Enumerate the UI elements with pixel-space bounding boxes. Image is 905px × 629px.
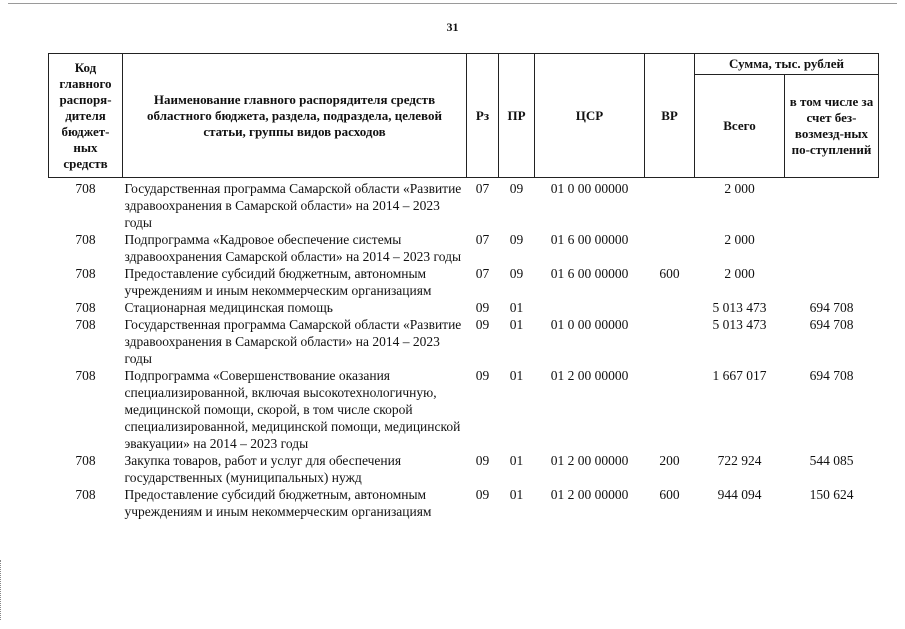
- cell-rz: 07: [475, 232, 490, 247]
- cell-pr: 09: [509, 181, 524, 196]
- top-rule: [8, 3, 897, 4]
- cell-name: Подпрограмма «Совершенствование оказания специализированной, включая высокотехнологичную, медицинской помощи, скорой, в том числе скорой специализированной, медицинской помощи, медицинской эвакуации» на 2014 – 2023 годы: [124, 368, 461, 451]
- cell-rz: 09: [475, 453, 490, 468]
- header-vr: ВР: [645, 54, 695, 178]
- cell-rz: 09: [475, 317, 490, 332]
- cell-code: 708: [75, 181, 96, 196]
- header-pr: ПР: [499, 54, 535, 178]
- cell-vr: 600: [659, 266, 680, 281]
- cell-name: Предоставление субсидий бюджетным, автономным учреждениям и иным некоммерческим организациям: [124, 487, 432, 519]
- cell-pr: 01: [509, 368, 524, 383]
- margin-mark: [0, 560, 9, 620]
- table-row: [49, 452, 879, 486]
- cell-code: 708: [75, 232, 96, 247]
- cell-incl: 694 708: [809, 317, 854, 332]
- cell-csr: 01 2 00 00000: [550, 487, 629, 502]
- cell-code: 708: [75, 266, 96, 281]
- cell-code: 708: [75, 487, 96, 502]
- table-body: [49, 178, 879, 521]
- cell-csr: 01 6 00 00000: [550, 266, 629, 281]
- cell-name: Подпрограмма «Кадровое обеспечение системы здравоохранения Самарской области» на 2014 – 2023 годы: [124, 232, 462, 264]
- cell-pr: 01: [509, 487, 524, 502]
- cell-incl: [785, 265, 879, 299]
- table-row: [49, 316, 879, 367]
- cell-total: 5 013 473: [712, 300, 767, 315]
- cell-total: 5 013 473: [712, 317, 767, 332]
- cell-name: Государственная программа Самарской области «Развитие здравоохранения в Самарской области» на 2014 – 2023 годы: [124, 317, 462, 366]
- table-row: [49, 299, 879, 316]
- table-row: [49, 367, 879, 452]
- page-number: 31: [446, 20, 459, 34]
- cell-total: 1 667 017: [712, 368, 767, 383]
- header-name: Наименование главного распорядителя средств областного бюджета, раздела, подраздела, целевой статьи, группы видов расходов: [123, 54, 467, 178]
- cell-code: 708: [75, 368, 96, 383]
- cell-incl: [785, 178, 879, 232]
- cell-name: Закупка товаров, работ и услуг для обеспечения государственных (муниципальных) нужд: [124, 453, 402, 485]
- header-code: Код главного распоря-дителя бюджет-ных средств: [49, 54, 123, 178]
- cell-pr: 09: [509, 266, 524, 281]
- cell-code: 708: [75, 317, 96, 332]
- cell-vr: 600: [659, 487, 680, 502]
- cell-rz: 07: [475, 181, 490, 196]
- cell-rz: 07: [475, 266, 490, 281]
- budget-table: [48, 53, 879, 520]
- cell-pr: 01: [509, 317, 524, 332]
- cell-pr: 01: [509, 300, 524, 315]
- cell-csr: 01 2 00 00000: [550, 368, 629, 383]
- table-row: [49, 486, 879, 520]
- table-row: [49, 265, 879, 299]
- cell-vr: [645, 299, 695, 316]
- cell-pr: 09: [509, 232, 524, 247]
- cell-code: 708: [75, 300, 96, 315]
- header-incl: в том числе за счет без-возмезд-ных по-ступлений: [785, 75, 879, 178]
- cell-rz: 09: [475, 487, 490, 502]
- cell-csr: [535, 299, 645, 316]
- cell-total: 944 094: [717, 487, 762, 502]
- cell-rz: 09: [475, 368, 490, 383]
- cell-vr: [645, 316, 695, 367]
- cell-name: Предоставление субсидий бюджетным, автономным учреждениям и иным некоммерческим организациям: [124, 266, 432, 298]
- cell-total: 2 000: [724, 181, 755, 196]
- cell-csr: 01 2 00 00000: [550, 453, 629, 468]
- table-row: [49, 231, 879, 265]
- cell-csr: 01 0 00 00000: [550, 317, 629, 332]
- cell-vr: [645, 178, 695, 232]
- cell-csr: 01 6 00 00000: [550, 232, 629, 247]
- cell-incl: 150 624: [809, 487, 854, 502]
- cell-name: Государственная программа Самарской области «Развитие здравоохранения в Самарской области» на 2014 – 2023 годы: [124, 181, 462, 230]
- cell-pr: 01: [509, 453, 524, 468]
- cell-rz: 09: [475, 300, 490, 315]
- cell-name: Стационарная медицинская помощь: [124, 300, 333, 315]
- cell-total: 2 000: [724, 232, 755, 247]
- cell-vr: 200: [659, 453, 680, 468]
- cell-incl: 544 085: [809, 453, 854, 468]
- header-rz: Рз: [467, 54, 499, 178]
- cell-total: 722 924: [717, 453, 762, 468]
- cell-vr: [645, 231, 695, 265]
- cell-vr: [645, 367, 695, 452]
- header-total: Всего: [695, 75, 785, 178]
- cell-csr: 01 0 00 00000: [550, 181, 629, 196]
- cell-code: 708: [75, 453, 96, 468]
- cell-total: 2 000: [724, 266, 755, 281]
- header-sum-group: Сумма, тыс. рублей: [695, 54, 879, 75]
- cell-incl: 694 708: [809, 300, 854, 315]
- header-csr: ЦСР: [535, 54, 645, 178]
- cell-incl: [785, 231, 879, 265]
- table-row: [49, 178, 879, 232]
- cell-incl: 694 708: [809, 368, 854, 383]
